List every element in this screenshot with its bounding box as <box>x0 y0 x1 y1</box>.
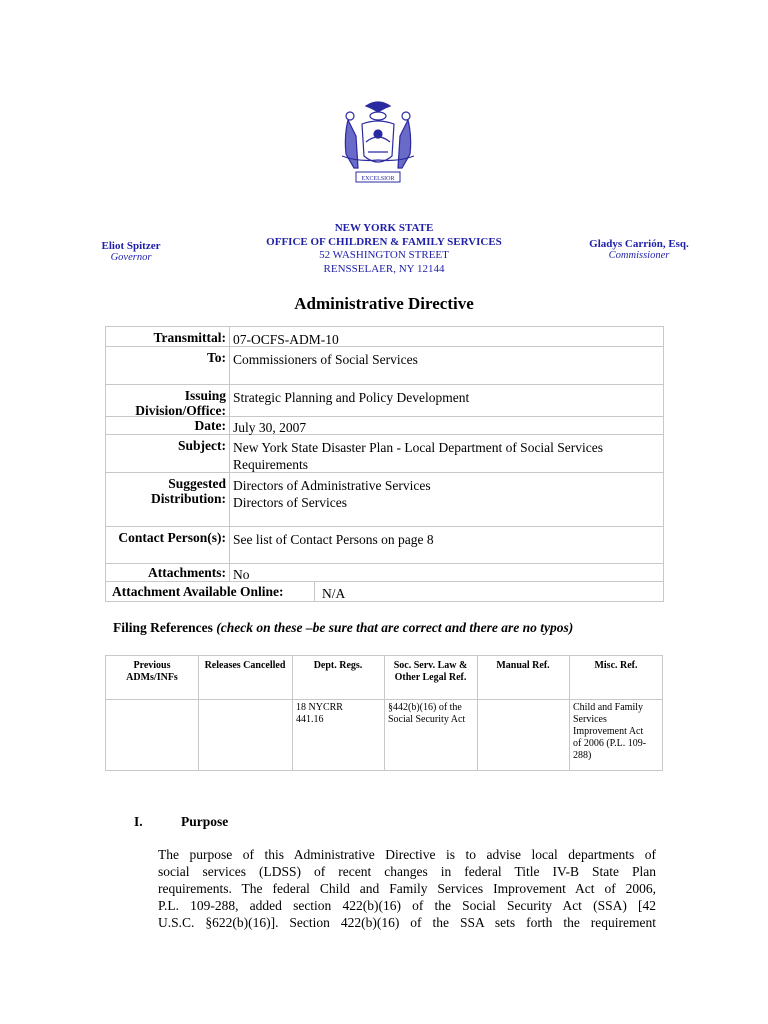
row-issuing-office <box>106 385 663 417</box>
col-misc-ref: Misc. Ref. <box>594 660 638 671</box>
commissioner-block <box>584 238 694 261</box>
purpose-paragraph <box>158 846 656 931</box>
row-attachments <box>106 564 663 582</box>
cell-dept-regs: 18 NYCRR 441.16 <box>296 702 343 725</box>
value-transmittal: 07-OCFS-ADM-10 <box>233 332 339 347</box>
row-contact <box>106 527 663 564</box>
paragraph-line: U.S.C. §622(b)(16)]. Section 422(b)(16) of the SSA sets forth the requirement <box>158 915 656 930</box>
row-transmittal <box>106 327 663 347</box>
value-date: July 30, 2007 <box>233 420 307 435</box>
cell-manual-ref <box>477 700 569 704</box>
document-title: Administrative Directive <box>294 294 474 313</box>
governor-block <box>96 240 166 263</box>
filing-references-table <box>105 655 663 771</box>
value-attachment-online: N/A <box>322 586 346 601</box>
paragraph-line: requirements. The federal Child and Family Services Improvement Act of 2006, <box>158 881 656 896</box>
commissioner-title: Commissioner <box>608 250 670 261</box>
cell-previous-adms <box>106 700 198 704</box>
value-contact: See list of Contact Persons on page 8 <box>233 532 434 547</box>
cell-soc-serv-law: §442(b)(16) of the Social Security Act <box>388 702 466 725</box>
label-attachment-online: Attachment Available Online: <box>112 584 284 599</box>
value-attachments: No <box>233 567 250 582</box>
section-title: Purpose <box>181 814 229 829</box>
col-soc-serv-law: Soc. Serv. Law & Other Legal Ref. <box>393 660 468 683</box>
filing-note: (check on these –be sure that are correct and there are no typos) <box>216 620 574 635</box>
label-to: To: <box>206 350 226 365</box>
col-previous-adms: Previous ADMs/INFs <box>126 660 178 683</box>
new-york-state-seal <box>328 96 428 192</box>
paragraph-line: P.L. 109-288, added section 422(b)(16) of the Social Security Act (SSA) [42 <box>158 898 656 913</box>
label-subject: Subject: <box>178 438 226 453</box>
seal-motto: EXCELSIOR <box>361 176 395 182</box>
row-to <box>106 347 663 385</box>
label-transmittal: Transmittal: <box>153 330 226 345</box>
value-to: Commissioners of Social Services <box>233 352 418 367</box>
label-date: Date: <box>194 418 226 433</box>
filing-references-heading <box>113 620 573 636</box>
governor-title: Governor <box>110 252 152 263</box>
row-attachment-online <box>106 582 663 602</box>
row-date <box>106 417 663 435</box>
filing-label: Filing References <box>113 620 213 635</box>
agency-address <box>234 222 534 276</box>
value-issuing-office: Strategic Planning and Policy Development <box>233 390 470 405</box>
agency-state: NEW YORK STATE <box>334 222 434 234</box>
commissioner-name: Gladys Carrión, Esq. <box>589 238 689 250</box>
col-releases-cancelled: Releases Cancelled <box>204 660 286 671</box>
paragraph-line: The purpose of this Administrative Directive is to advise local departments of <box>158 847 656 862</box>
paragraph-line: social services (LDSS) of recent changes in federal Title IV-B State Plan <box>158 864 656 879</box>
row-subject <box>106 435 663 473</box>
agency-street: 52 WASHINGTON STREET <box>319 249 449 261</box>
directive-header-table <box>105 326 664 602</box>
label-attachments: Attachments: <box>148 565 226 580</box>
cell-releases-cancelled <box>198 700 292 704</box>
value-distribution: Directors of Administrative Services Directors of Services <box>233 478 431 510</box>
label-distribution: Suggested Distribution: <box>150 476 226 506</box>
section-number: I. <box>134 814 143 829</box>
agency-office: OFFICE OF CHILDREN & FAMILY SERVICES <box>266 235 502 248</box>
value-subject: New York State Disaster Plan - Local Department of Social Services Requirements <box>233 440 604 472</box>
col-dept-regs: Dept. Regs. <box>313 660 363 671</box>
col-manual-ref: Manual Ref. <box>496 660 550 671</box>
row-distribution <box>106 473 663 527</box>
governor-name: Eliot Spitzer <box>101 240 161 252</box>
agency-city: RENSSELAER, NY 12144 <box>323 262 445 275</box>
cell-misc-ref: Child and Family Services Improvement Act of 2006 (P.L. 109-288) <box>573 702 647 761</box>
label-issuing-office: Issuing Division/Office: <box>135 388 226 418</box>
label-contact: Contact Person(s): <box>118 530 226 545</box>
